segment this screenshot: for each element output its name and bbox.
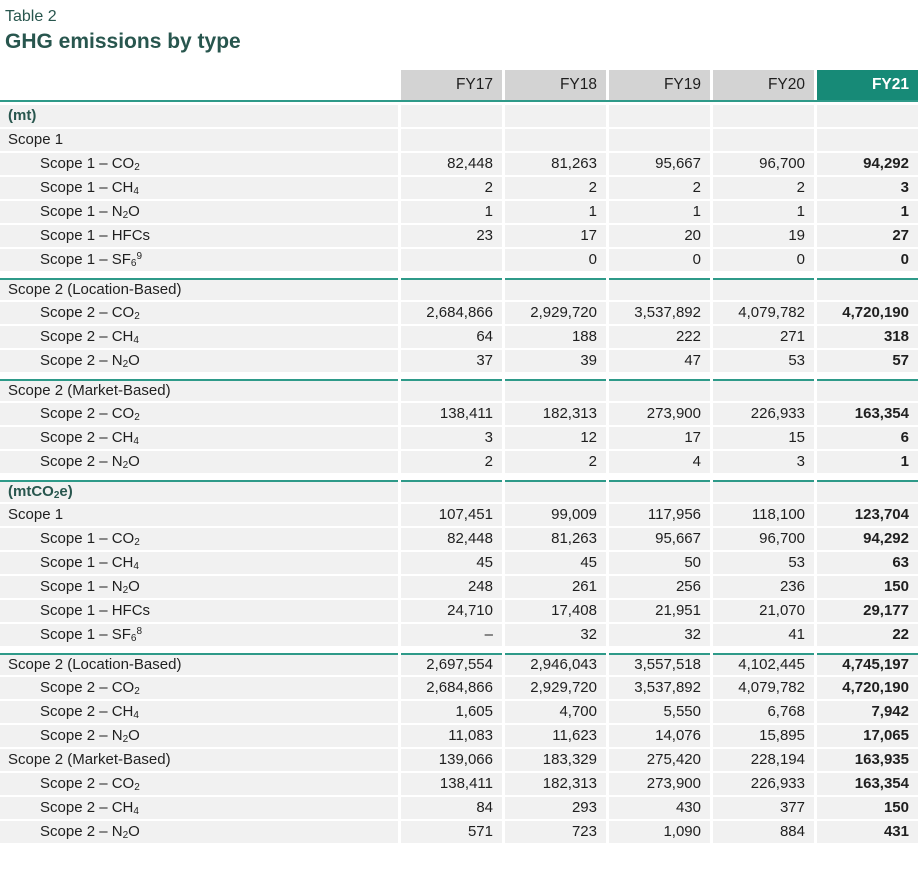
value-cell-fy17: 2,684,866 [401, 302, 502, 324]
value-cell-fy20: 228,194 [713, 749, 814, 771]
table-row [0, 302, 918, 324]
value-cell-fy20: 41 [713, 624, 814, 646]
value-cell-fy18 [505, 379, 606, 401]
value-cell-fy21: 123,704 [817, 504, 918, 526]
value-cell-fy17: 37 [401, 350, 502, 372]
value-cell-fy18: 183,329 [505, 749, 606, 771]
value-cell-fy18: 32 [505, 624, 606, 646]
value-cell-fy21 [817, 105, 918, 127]
value-cell-fy21 [817, 129, 918, 151]
table-row [0, 278, 918, 300]
table-row [0, 528, 918, 550]
value-cell-fy19: 222 [609, 326, 710, 348]
value-cell-fy20: 271 [713, 326, 814, 348]
value-cell-fy17: 3 [401, 427, 502, 449]
value-cell-fy19: 273,900 [609, 403, 710, 425]
value-cell-fy21: 163,935 [817, 749, 918, 771]
value-cell-fy21: 431 [817, 821, 918, 843]
value-cell-fy18: 12 [505, 427, 606, 449]
value-cell-fy19: 0 [609, 249, 710, 271]
value-cell-fy21 [817, 278, 918, 300]
value-cell-fy17: 84 [401, 797, 502, 819]
value-cell-fy19: 21,951 [609, 600, 710, 622]
ghg-emissions-table [0, 105, 918, 843]
value-cell-fy17: 248 [401, 576, 502, 598]
row-label: Scope 1 [0, 129, 398, 151]
row-label: Scope 1 – HFCs [0, 225, 398, 247]
value-cell-fy20: 3 [713, 451, 814, 473]
row-label: Scope $1 - CO_2$ [0, 528, 398, 550]
row-label: Scope $2 - N_2O$ [0, 451, 398, 473]
row-label: Scope $2 - N_2O$ [0, 350, 398, 372]
value-cell-fy20: 226,933 [713, 403, 814, 425]
table-row [0, 677, 918, 699]
value-cell-fy20: 2 [713, 177, 814, 199]
value-cell-fy17: 23 [401, 225, 502, 247]
value-cell-fy19: 275,420 [609, 749, 710, 771]
value-cell-fy18: 81,263 [505, 528, 606, 550]
table-section [0, 379, 918, 473]
page-title: GHG emissions by type [5, 30, 241, 54]
row-label: Scope $2 - CO_2$ [0, 773, 398, 795]
value-cell-fy21: 94,292 [817, 153, 918, 175]
value-cell-fy18: 2,929,720 [505, 302, 606, 324]
table-row [0, 600, 918, 622]
table-row [0, 403, 918, 425]
value-cell-fy19: 3,537,892 [609, 302, 710, 324]
value-cell-fy17: 107,451 [401, 504, 502, 526]
value-cell-fy18 [505, 105, 606, 127]
table-row [0, 725, 918, 747]
value-cell-fy17: 82,448 [401, 528, 502, 550]
row-label: Scope 1 [0, 504, 398, 526]
value-cell-fy17 [401, 249, 502, 271]
value-cell-fy19: 5,550 [609, 701, 710, 723]
value-cell-fy17: 2 [401, 451, 502, 473]
row-label: Scope $1 - CO_2$ [0, 153, 398, 175]
value-cell-fy21: 29,177 [817, 600, 918, 622]
value-cell-fy18: 0 [505, 249, 606, 271]
value-cell-fy19 [609, 278, 710, 300]
value-cell-fy19: 1,090 [609, 821, 710, 843]
column-header-fy21-highlighted: FY21 [817, 70, 918, 100]
value-cell-fy19 [609, 129, 710, 151]
row-label: Scope $2 - CH_4$ [0, 701, 398, 723]
value-cell-fy20: 53 [713, 350, 814, 372]
value-cell-fy17: 45 [401, 552, 502, 574]
value-cell-fy20: 21,070 [713, 600, 814, 622]
column-header-fy20: FY20 [713, 70, 814, 100]
value-cell-fy21: 1 [817, 201, 918, 223]
value-cell-fy19: 14,076 [609, 725, 710, 747]
column-header-row [0, 70, 918, 100]
value-cell-fy17: 24,710 [401, 600, 502, 622]
value-cell-fy20: 377 [713, 797, 814, 819]
value-cell-fy17: 571 [401, 821, 502, 843]
table-row [0, 225, 918, 247]
table-row [0, 624, 918, 646]
value-cell-fy20 [713, 379, 814, 401]
column-header-fy18: FY18 [505, 70, 606, 100]
value-cell-fy21: 57 [817, 350, 918, 372]
header-separator-rule [0, 100, 918, 102]
value-cell-fy18 [505, 129, 606, 151]
table-row [0, 427, 918, 449]
table-row [0, 201, 918, 223]
value-cell-fy21: 1 [817, 451, 918, 473]
value-cell-fy21: 318 [817, 326, 918, 348]
table-row [0, 249, 918, 271]
row-label: (mt) [0, 105, 398, 127]
value-cell-fy18: 188 [505, 326, 606, 348]
value-cell-fy19: 17 [609, 427, 710, 449]
table-row [0, 576, 918, 598]
value-cell-fy20: 1 [713, 201, 814, 223]
row-label: Scope $2 - CO_2$ [0, 677, 398, 699]
value-cell-fy18: 182,313 [505, 773, 606, 795]
row-label: Scope $2 - CH_4$ [0, 797, 398, 819]
value-cell-fy19: 20 [609, 225, 710, 247]
value-cell-fy18: 2,946,043 [505, 653, 606, 675]
value-cell-fy17 [401, 379, 502, 401]
value-cell-fy18: 723 [505, 821, 606, 843]
table-number: Table 2 [5, 8, 57, 25]
value-cell-fy20: 0 [713, 249, 814, 271]
value-cell-fy20: 15 [713, 427, 814, 449]
value-cell-fy19: 50 [609, 552, 710, 574]
value-cell-fy19: 95,667 [609, 528, 710, 550]
value-cell-fy20: 4,079,782 [713, 302, 814, 324]
row-label: Scope $1 - CH_4$ [0, 552, 398, 574]
value-cell-fy20: 6,768 [713, 701, 814, 723]
value-cell-fy19 [609, 480, 710, 502]
value-cell-fy18: 17 [505, 225, 606, 247]
value-cell-fy19: 117,956 [609, 504, 710, 526]
row-label: Scope $1 - SF_6^8$ [0, 624, 398, 646]
value-cell-fy21: 4,745,197 [817, 653, 918, 675]
value-cell-fy21: 163,354 [817, 773, 918, 795]
value-cell-fy19: 47 [609, 350, 710, 372]
value-cell-fy17: 1 [401, 201, 502, 223]
value-cell-fy20 [713, 129, 814, 151]
row-label: Scope $1 - CH_4$ [0, 177, 398, 199]
value-cell-fy18: 11,623 [505, 725, 606, 747]
value-cell-fy17: 138,411 [401, 773, 502, 795]
table-row [0, 326, 918, 348]
value-cell-fy18: 99,009 [505, 504, 606, 526]
value-cell-fy20: 118,100 [713, 504, 814, 526]
value-cell-fy21: 7,942 [817, 701, 918, 723]
value-cell-fy19: 273,900 [609, 773, 710, 795]
value-cell-fy19: 2 [609, 177, 710, 199]
column-header-fy19: FY19 [609, 70, 710, 100]
table-row [0, 749, 918, 771]
value-cell-fy18: 2 [505, 451, 606, 473]
value-cell-fy21: 150 [817, 576, 918, 598]
value-cell-fy19: 3,537,892 [609, 677, 710, 699]
value-cell-fy20: 884 [713, 821, 814, 843]
value-cell-fy19: 32 [609, 624, 710, 646]
value-cell-fy21: 0 [817, 249, 918, 271]
value-cell-fy21: 150 [817, 797, 918, 819]
value-cell-fy18: 17,408 [505, 600, 606, 622]
value-cell-fy17 [401, 278, 502, 300]
value-cell-fy20 [713, 480, 814, 502]
value-cell-fy20: 15,895 [713, 725, 814, 747]
value-cell-fy21: 94,292 [817, 528, 918, 550]
value-cell-fy17: 2,684,866 [401, 677, 502, 699]
value-cell-fy21 [817, 379, 918, 401]
table-row [0, 177, 918, 199]
value-cell-fy17 [401, 105, 502, 127]
value-cell-fy17: 2,697,554 [401, 653, 502, 675]
value-cell-fy18 [505, 278, 606, 300]
value-cell-fy20: 19 [713, 225, 814, 247]
value-cell-fy19: 256 [609, 576, 710, 598]
value-cell-fy20: 226,933 [713, 773, 814, 795]
table-section [0, 105, 918, 271]
value-cell-fy21: 4,720,190 [817, 677, 918, 699]
row-label: Scope $2 - CH_4$ [0, 326, 398, 348]
table-section [0, 278, 918, 372]
value-cell-fy18: 81,263 [505, 153, 606, 175]
row-label: Scope 2 (Market-Based) [0, 379, 398, 401]
value-cell-fy17: – [401, 624, 502, 646]
value-cell-fy20: 96,700 [713, 153, 814, 175]
table-row [0, 773, 918, 795]
row-label: Scope 2 (Market-Based) [0, 749, 398, 771]
value-cell-fy17: 11,083 [401, 725, 502, 747]
row-label-header-spacer [0, 70, 398, 100]
table-row [0, 701, 918, 723]
table-row [0, 552, 918, 574]
column-header-fy17: FY17 [401, 70, 502, 100]
value-cell-fy19: 430 [609, 797, 710, 819]
value-cell-fy18: 1 [505, 201, 606, 223]
value-cell-fy20 [713, 278, 814, 300]
value-cell-fy18: 2,929,720 [505, 677, 606, 699]
row-label: Scope 1 – HFCs [0, 600, 398, 622]
value-cell-fy21: 6 [817, 427, 918, 449]
value-cell-fy21 [817, 480, 918, 502]
row-label: Scope $1 - N_2O$ [0, 576, 398, 598]
value-cell-fy17: 1,605 [401, 701, 502, 723]
value-cell-fy17: 82,448 [401, 153, 502, 175]
table-row [0, 480, 918, 502]
row-label: (mtCO$_2$e) [0, 480, 398, 502]
value-cell-fy21: 22 [817, 624, 918, 646]
value-cell-fy19: 3,557,518 [609, 653, 710, 675]
table-row [0, 153, 918, 175]
row-label: Scope $2 - N_2O$ [0, 821, 398, 843]
table-row [0, 350, 918, 372]
table-section [0, 480, 918, 646]
table-section [0, 653, 918, 843]
value-cell-fy20 [713, 105, 814, 127]
value-cell-fy18: 261 [505, 576, 606, 598]
value-cell-fy20: 4,079,782 [713, 677, 814, 699]
row-label: Scope $1 - N_2O$ [0, 201, 398, 223]
row-label: Scope $1 - SF_6^9$ [0, 249, 398, 271]
value-cell-fy19 [609, 105, 710, 127]
value-cell-fy18: 4,700 [505, 701, 606, 723]
value-cell-fy19: 4 [609, 451, 710, 473]
row-label: Scope $2 - CO_2$ [0, 403, 398, 425]
row-label: Scope $2 - CO_2$ [0, 302, 398, 324]
row-label: Scope $2 - CH_4$ [0, 427, 398, 449]
table-row [0, 129, 918, 151]
value-cell-fy20: 53 [713, 552, 814, 574]
value-cell-fy20: 236 [713, 576, 814, 598]
value-cell-fy17: 139,066 [401, 749, 502, 771]
row-label: Scope $2 - N_2O$ [0, 725, 398, 747]
table-row [0, 821, 918, 843]
value-cell-fy18 [505, 480, 606, 502]
value-cell-fy21: 27 [817, 225, 918, 247]
value-cell-fy17: 2 [401, 177, 502, 199]
row-label: Scope 2 (Location-Based) [0, 278, 398, 300]
value-cell-fy21: 17,065 [817, 725, 918, 747]
table-row [0, 504, 918, 526]
value-cell-fy19: 1 [609, 201, 710, 223]
value-cell-fy21: 3 [817, 177, 918, 199]
value-cell-fy17 [401, 480, 502, 502]
value-cell-fy18: 45 [505, 552, 606, 574]
value-cell-fy17: 64 [401, 326, 502, 348]
table-row [0, 797, 918, 819]
value-cell-fy20: 4,102,445 [713, 653, 814, 675]
value-cell-fy19: 95,667 [609, 153, 710, 175]
table-row [0, 451, 918, 473]
table-row [0, 653, 918, 675]
value-cell-fy21: 63 [817, 552, 918, 574]
value-cell-fy18: 182,313 [505, 403, 606, 425]
value-cell-fy18: 2 [505, 177, 606, 199]
table-row [0, 379, 918, 401]
value-cell-fy17 [401, 129, 502, 151]
row-label: Scope 2 (Location-Based) [0, 653, 398, 675]
table-row [0, 105, 918, 127]
value-cell-fy21: 4,720,190 [817, 302, 918, 324]
value-cell-fy21: 163,354 [817, 403, 918, 425]
value-cell-fy20: 96,700 [713, 528, 814, 550]
value-cell-fy18: 39 [505, 350, 606, 372]
value-cell-fy17: 138,411 [401, 403, 502, 425]
value-cell-fy18: 293 [505, 797, 606, 819]
value-cell-fy19 [609, 379, 710, 401]
